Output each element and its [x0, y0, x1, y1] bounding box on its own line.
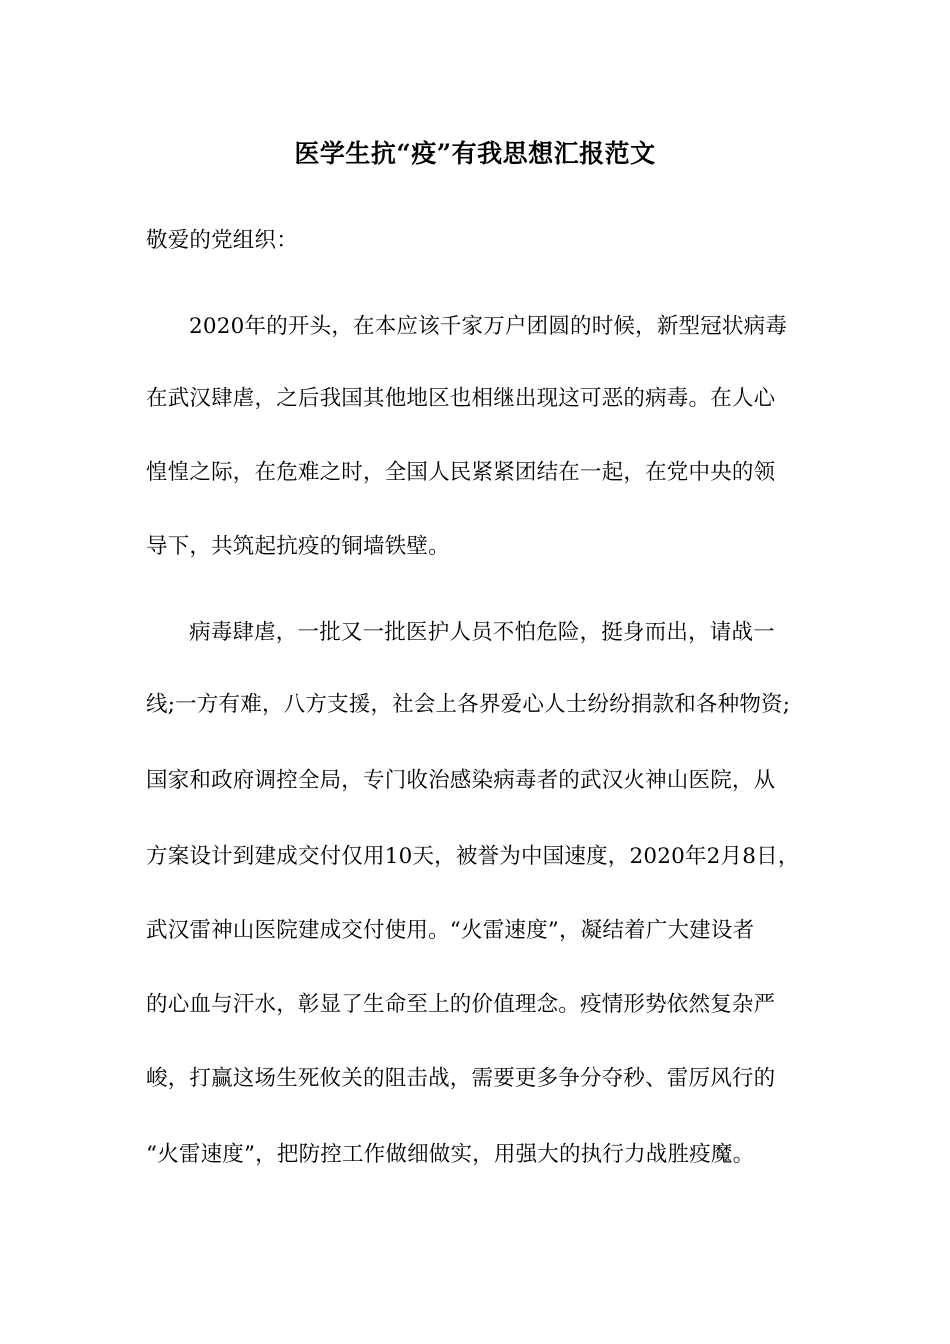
paragraph-2-line-8: “火雷速度”，把防控工作做细做实，用强大的执行力战胜疫魔。	[146, 1142, 755, 1167]
paragraph-2-line-3: 国家和政府调控全局，专门收治感染病毒者的武汉火神山医院，从	[146, 768, 776, 793]
paragraph-1-line-4: 导下，共筑起抗疫的铜墙铁壁。	[146, 534, 450, 559]
paragraph-2-line-2: 线;一方有难，八方支援，社会上各界爱心人士纷纷捐款和各种物资;	[146, 692, 791, 717]
paragraph-1-line-2: 在武汉肆虐，之后我国其他地区也相继出现这可恶的病毒。在人心	[146, 386, 776, 411]
paragraph-2-line-4: 方案设计到建成交付仅用10天，被誉为中国速度，2020年2月8日，	[146, 844, 800, 869]
paragraph-2-line-7: 峻，打赢这场生死攸关的阻击战，需要更多争分夺秒、雷厉风行的	[146, 1066, 776, 1091]
paragraph-1-line-3: 惶惶之际，在危难之时，全国人民紧紧团结在一起，在党中央的领	[146, 460, 776, 485]
paragraph-2-line-6: 的心血与汗水，彰显了生命至上的价值理念。疫情形势依然复杂严	[146, 992, 776, 1017]
paragraph-2-line-1: 病毒肆虐，一批又一批医护人员不怕危险，挺身而出，请战一	[189, 620, 775, 645]
document-title: 医学生抗“疫”有我思想汇报范文	[294, 139, 656, 168]
paragraph-2-line-5: 武汉雷神山医院建成交付使用。“火雷速度”，凝结着广大建设者	[146, 918, 755, 943]
salutation: 敬爱的党组织：	[146, 228, 298, 253]
paragraph-1-line-1: 2020年的开头，在本应该千家万户团圆的时候，新型冠状病毒	[189, 314, 788, 339]
